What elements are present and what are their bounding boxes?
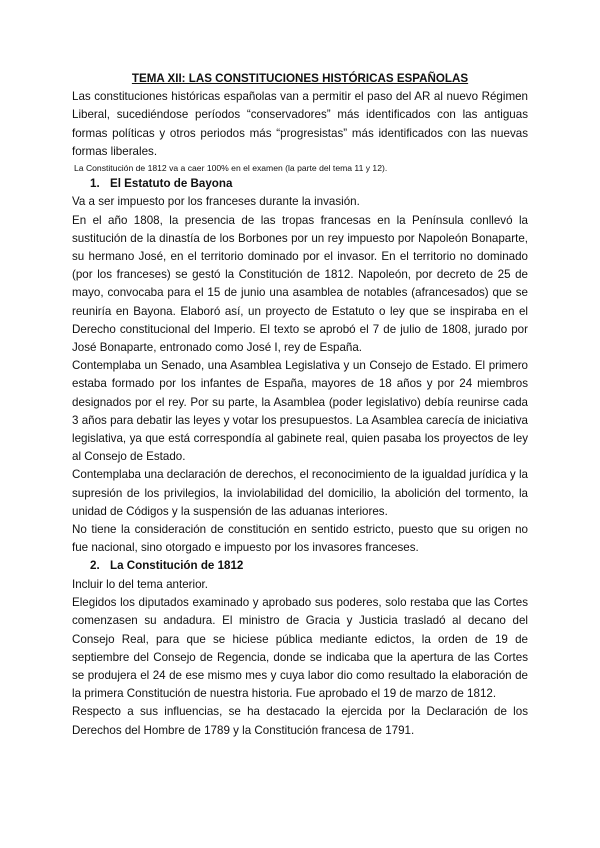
paragraph: Incluir lo del tema anterior. [72,577,208,591]
section-heading-text: El Estatuto de Bayona [110,177,233,191]
paragraph: Elegidos los diputados examinado y aprobado sus poderes, solo restaba que las Cortes comenzasen su andadura. El ministro de Gracia y Justicia trasladó al decano del Consejo Real, para que se hiciese pública mediante edictos, la orden de 19 de septiembre del Consejo de Regencia, donde se indicaba que la apertura de las Cortes se produjera el 24 de ese mismo mes y cuya labor dio como resultado la elaboración de la primera Constitución de nuestra historia. Fue aprobado el 19 de marzo de 1812. [72,596,528,701]
section-heading-text: La Constitución de 1812 [110,559,244,573]
paragraph: Contemplaba una declaración de derechos, el reconocimiento de la igualdad jurídica y la supresión de los privilegios, la inviolabilidad del domicilio, la abolición del tormento, la unidad de Códigos y la suspensión de las aduanas interiores. [72,468,528,518]
section-number: 2. [90,559,100,573]
paragraph: Contemplaba un Senado, una Asamblea Legislativa y un Consejo de Estado. El primero estaba formado por los infantes de España, mayores de 18 años y por 24 miembros designados por el rey. Por su parte, la Asamblea (poder legislativo) debía reunirse cada 3 años para debatir las leyes y votar los presupuestos. La Asamblea carecía de iniciativa legislativa, ya que está correspondía al gabinete real, quien pasaba los proyectos de ley al Consejo de Estado. [72,359,528,464]
intro-paragraph: Las constituciones históricas españolas van a permitir el paso del AR al nuevo Régimen Liberal, sucediéndose períodos “conservadores” más identificados con las antiguas formas políticas y otros periodos más “progresistas” más identificados con las nuevas formas liberales. [72,90,528,158]
paragraph: Respecto a sus influencias, se ha destacado la ejercida por la Declaración de los Derechos del Hombre de 1789 y la Constitución francesa de 1791. [72,705,528,737]
paragraph: En el año 1808, la presencia de las tropas francesas en la Península conllevó la sustitución de la dinastía de los Borbones por un rey impuesto por Napoleón Bonaparte, su hermano José, en el territorio dominado por el invasor. En el territorio no dominado (por los franceses) se gestó la Constitución de 1812. Napoleón, por decreto de 25 de mayo, convocaba para el 15 de junio una asamblea de notables (afrancesados) que se reuniría en Bayona. Elaboró así, un proyecto de Estatuto o ley que se inspiraba en el Derecho constitucional del Imperio. El texto se aprobó el 7 de julio de 1808, jurado por José Bonaparte, entronado como José I, rey de España. [72,213,528,355]
document-title: TEMA XII: LAS CONSTITUCIONES HISTÓRICAS ESPAÑOLAS [131,72,469,85]
paragraph: Va a ser impuesto por los franceses durante la invasión. [72,195,360,209]
paragraph: No tiene la consideración de constitución en sentido estricto, puesto que su origen no fue nacional, sino otorgado e impuesto por los invasores franceses. [72,523,528,555]
document-page [72,70,528,740]
section-heading-2 [72,557,528,575]
section-number: 1. [90,177,100,191]
section-heading-1 [72,175,528,193]
exam-note: La Constitución de 1812 va a caer 100% en el examen (la parte del tema 11 y 12). [74,163,388,174]
